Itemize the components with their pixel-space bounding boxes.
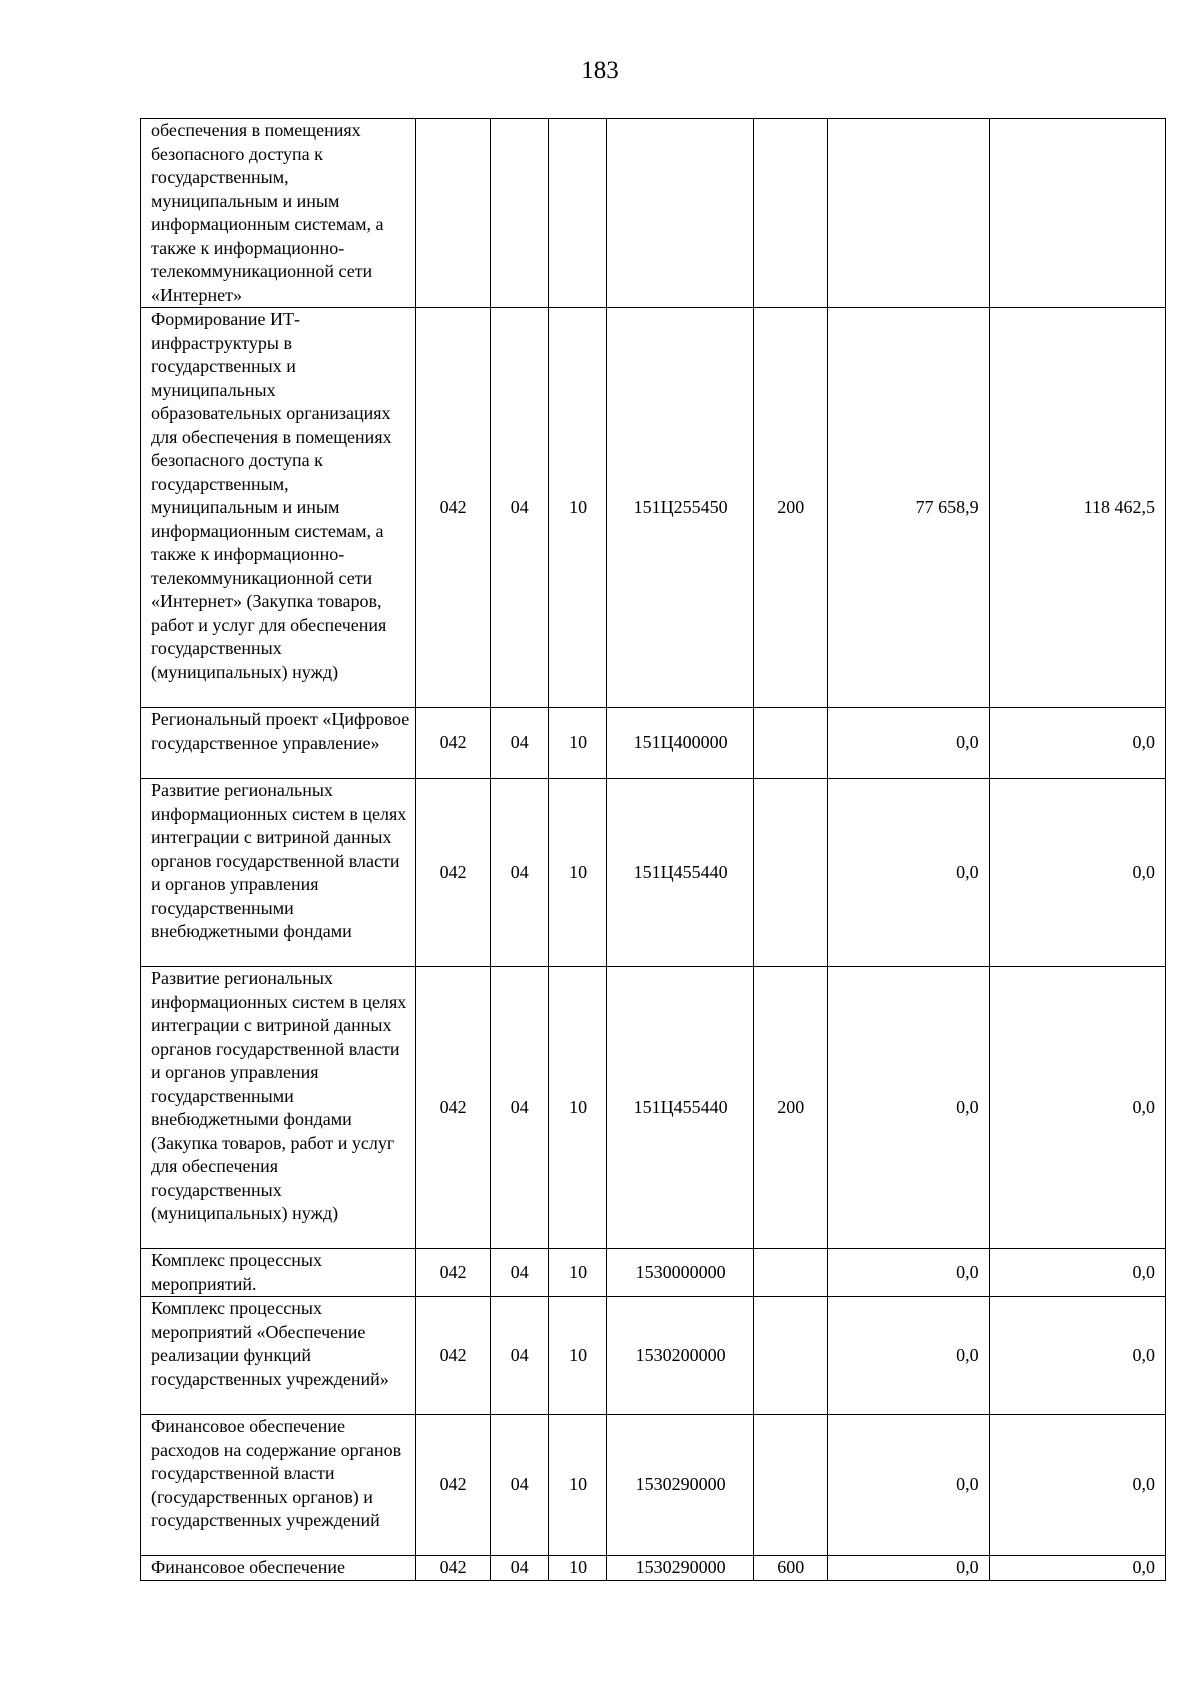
- expense-type-code: [753, 119, 827, 308]
- expense-type-code: 200: [753, 967, 827, 1249]
- item-name: Комплекс процессных мероприятий «Обеспечение реализации функций государственных учреждений»: [141, 1297, 416, 1415]
- subsection-code: 10: [548, 708, 606, 779]
- budget-table: [140, 118, 1166, 1581]
- subsection-code: [548, 119, 606, 308]
- subsection-code: 10: [548, 1297, 606, 1415]
- table-row: [141, 779, 1166, 967]
- section-code: 04: [490, 1415, 548, 1556]
- amount-year-1: [827, 119, 989, 308]
- amount-year-1: 0,0: [827, 1415, 989, 1556]
- item-name: Развитие региональных информационных систем в целях интеграции с витриной данных органов государственной власти и органов управления государственными внебюджетными фондами: [141, 779, 416, 967]
- target-article-code: 151Ц455440: [607, 967, 754, 1249]
- item-name: Формирование ИТ-инфраструктуры в государственных и муниципальных образовательных организациях для обеспечения в помещениях безопасного доступа к государственным, муниципальным и иным информационным системам, а также к информационно-телекоммуникационной сети «Интернет» (Закупка товаров, работ и услуг для обеспечения государственных (муниципальных) нужд): [141, 308, 416, 708]
- table-row: [141, 308, 1166, 708]
- table-row: [141, 1415, 1166, 1556]
- expense-type-code: [753, 708, 827, 779]
- section-code: 04: [490, 1297, 548, 1415]
- table-row: [141, 1556, 1166, 1581]
- item-name: Комплекс процессных мероприятий.: [141, 1249, 416, 1297]
- amount-year-2: 0,0: [989, 779, 1165, 967]
- item-name: Развитие региональных информационных систем в целях интеграции с витриной данных органов государственной власти и органов управления государственными внебюджетными фондами (Закупка товаров, работ и услуг для обеспечения государственных (муниципальных) нужд): [141, 967, 416, 1249]
- page-number: 183: [581, 57, 619, 84]
- target-article-code: 1530000000: [607, 1249, 754, 1297]
- amount-year-1: 77 658,9: [827, 308, 989, 708]
- amount-year-2: 0,0: [989, 1415, 1165, 1556]
- expense-type-code: [753, 779, 827, 967]
- amount-year-1: 0,0: [827, 1249, 989, 1297]
- ministry-code: 042: [415, 1556, 490, 1581]
- target-article-code: 151Ц400000: [607, 708, 754, 779]
- expense-type-code: 200: [753, 308, 827, 708]
- ministry-code: 042: [415, 967, 490, 1249]
- amount-year-2: 0,0: [989, 1249, 1165, 1297]
- expense-type-code: [753, 1249, 827, 1297]
- subsection-code: 10: [548, 308, 606, 708]
- ministry-code: 042: [415, 1297, 490, 1415]
- item-name: Финансовое обеспечение расходов на содержание органов государственной власти (государственных органов) и государственных учреждений: [141, 1415, 416, 1556]
- table-row: [141, 967, 1166, 1249]
- target-article-code: 1530290000: [607, 1415, 754, 1556]
- amount-year-1: 0,0: [827, 967, 989, 1249]
- amount-year-2: 0,0: [989, 1556, 1165, 1581]
- target-article-code: 1530200000: [607, 1297, 754, 1415]
- ministry-code: 042: [415, 1249, 490, 1297]
- amount-year-2: 118 462,5: [989, 308, 1165, 708]
- table-row: [141, 119, 1166, 308]
- expense-type-code: [753, 1415, 827, 1556]
- section-code: 04: [490, 1556, 548, 1581]
- subsection-code: 10: [548, 779, 606, 967]
- amount-year-2: 0,0: [989, 708, 1165, 779]
- target-article-code: 1530290000: [607, 1556, 754, 1581]
- section-code: 04: [490, 708, 548, 779]
- expense-type-code: 600: [753, 1556, 827, 1581]
- ministry-code: [415, 119, 490, 308]
- section-code: 04: [490, 779, 548, 967]
- table-row: [141, 1297, 1166, 1415]
- subsection-code: 10: [548, 1249, 606, 1297]
- ministry-code: 042: [415, 1415, 490, 1556]
- section-code: [490, 119, 548, 308]
- item-name: Региональный проект «Цифровое государственное управление»: [141, 708, 416, 779]
- amount-year-1: 0,0: [827, 1297, 989, 1415]
- ministry-code: 042: [415, 308, 490, 708]
- section-code: 04: [490, 967, 548, 1249]
- amount-year-2: 0,0: [989, 1297, 1165, 1415]
- ministry-code: 042: [415, 708, 490, 779]
- subsection-code: 10: [548, 1556, 606, 1581]
- item-name: обеспечения в помещениях безопасного доступа к государственным, муниципальным и иным информационным системам, а также к информационно-телекоммуникационной сети «Интернет»: [141, 119, 416, 308]
- subsection-code: 10: [548, 1415, 606, 1556]
- amount-year-1: 0,0: [827, 708, 989, 779]
- amount-year-2: [989, 119, 1165, 308]
- expense-type-code: [753, 1297, 827, 1415]
- amount-year-2: 0,0: [989, 967, 1165, 1249]
- subsection-code: 10: [548, 967, 606, 1249]
- target-article-code: 151Ц455440: [607, 779, 754, 967]
- amount-year-1: 0,0: [827, 1556, 989, 1581]
- table-row: [141, 1249, 1166, 1297]
- section-code: 04: [490, 1249, 548, 1297]
- target-article-code: 151Ц255450: [607, 308, 754, 708]
- table-row: [141, 708, 1166, 779]
- ministry-code: 042: [415, 779, 490, 967]
- target-article-code: [607, 119, 754, 308]
- item-name: Финансовое обеспечение: [141, 1556, 416, 1581]
- section-code: 04: [490, 308, 548, 708]
- amount-year-1: 0,0: [827, 779, 989, 967]
